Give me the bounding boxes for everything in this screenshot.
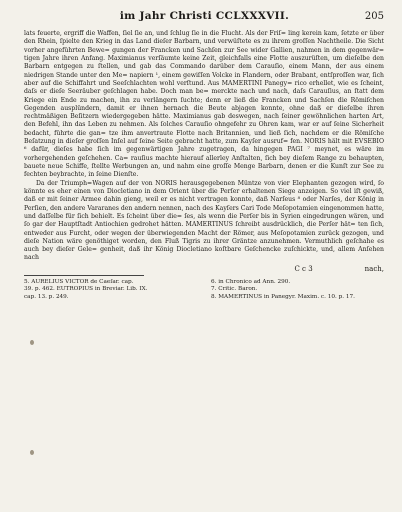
footnote-line: 8. MAMERTINUS in Panegyr. Maxim. c. 10. p. 17. — [211, 293, 355, 300]
footnotes-right — [211, 279, 384, 301]
footnote-rule — [24, 275, 144, 276]
ink-stain — [30, 450, 34, 455]
ink-stain — [30, 340, 34, 345]
page-signature-line — [24, 265, 384, 273]
catchword: nach, — [364, 264, 384, 273]
footnote-line: 7. Critic. Baron. — [211, 286, 258, 293]
paragraph-1: lats feuerte, ergriff die Waffen, ſiel ſie an, und ſchlug ſie in die Flucht. Als der Friſ= ling kerein kam, ſetzte er über den Rhein, ſpielte den Krieg in das Land dieſer Barbarn, und verwüſtete es zu ihrem groſſen Nachtheile. Die Sicht vorher angeführten Bewe= gungen der Francken und Sachſen zur See wider Gallien, nahmen in dem gegenwär= tigen Jahre ihren Anfang. Maximianus verſäumte keine Zeit, gleichfalls eine Flotte auszurüſten, um dieſelbe den Barbarn entgegen zu ſtellen, und gab das Commando darüber dem Carauſio, einem Mann, der aus einem niedrigen Stande unter den Me= napiern ¹, einem gewiſſen Volcke in Flandern, oder Brabant, entſproſſen war, ſich aber auf die Schiffahrt und Seeſchlachten wohl verſtund. Aus MAMERTINI Panegy= rico erhellet, wie es ſcheint, daſs er dieſe Seeräuber geſchlagen habe. Doch man be= merckte nach und nach, daſs Carauſius, an ſtatt dem Kriege ein Ende zu machen, ihn zu verlängern ſuchte; denn er ließ die Francken und Sachſen die Römiſchen Gegenden ausplündern, damit er ihnen hernach die Beute abjagen konnte, ohne daß er dieſelbe ihren rechtmäßigen Beſitzern wiedergegeben hätte. Maximianus gab deswegen, nach ſeiner gewöhnlichen harten Art, den Befehl, ihn das Leben zu nehmen. Als ſolches Carauſio ohngefehr zu Ohren kam, war er auf ſeine Sicherheit bedacht, führte die gan= tze ihm anvertraute Flotte nach Britannien, und ließ ſich, nachdem er die Römiſche Beſatzung in dieſer groſſen Inſel auf ſeine Seite gebracht hatte, zum Kayſer ausruf= fen. NORIS hält mit EVSEBIO ⁶ dafür, dieſes habe ſich im gegenwärtigen Jahre zugetragen, da hingegen PAGI ⁷ meynet, es wäre im vorhergehenden geſchehen. Ca= rauſius machte hierauf allerley Anſtalten, ſich bey dieſem Range zu behaupten, bauete neue Schiffe, ſtellte Werbungen an, und nahm eine groſſe Menge Barbarn, denen er die Kunſt zur See zu fechten beybrachte, in ſeine Dienſte. — [24, 30, 384, 179]
paragraph-2: Da der Triumph=Wagen auf der von NORIS herausgegebenen Müntze von vier Elephanten gezogen wird, ſo könnte es eher einen von Diocletiano in dem Orient über die Perſer erhaltenen Siege anzeigen. So viel iſt gewiß, daß er mit ſeiner Armee dahin gieng, weil er es nicht vertragen konnte, daß Narſeus ⁸ oder Narſes, der König in Perſien, den andere Vararanes den andern nennen, nach des Kayſers Cari Tode Meſopotamien eingenommen hatte, und daſſelbe für ſich behielt. Es ſcheint über die= ſes, als wenn die Perſer bis in Syrien eingedrungen wären, und ſo gar der Hauptſtadt Antiochien gedrohet hätten. MAMERTINUS ſchreibt ausdrücklich, die Perſer hät= ten ſich, entweder aus Furcht, oder wegen der überwiegenden Macht der Römer, aus Meſopotamien zurück gezogen, und dieſe Nation wäre genöthiget worden, den Fluß Tigris zu ihrer Gräntze anzunehmen. Vermuthlich geſchahe es auch bey dieſer Gele= genheit, daß ihr König Diocletiano koſtbare Geſchencke zuſchickte, und, allem Anſehen nach — [24, 179, 384, 262]
signature-mark: C c 3 — [294, 264, 313, 273]
footnote-line: 39. p. 462. EUTROPIUS in Breviar. Lib. IX. — [24, 286, 148, 293]
running-header — [24, 10, 384, 26]
running-title: im Jahr Christi CCLXXXVII. — [119, 10, 290, 22]
page-number: 205 — [364, 11, 384, 22]
footnote-line: 6. in Chronico ad Ann. 290. — [211, 278, 291, 285]
footnotes-left — [24, 279, 197, 301]
footnote-line: 5. AURELIUS VICTOR de Caeſar. cap. — [24, 278, 134, 285]
footnotes — [24, 279, 384, 301]
main-text — [24, 30, 384, 263]
footnote-line: cap. 13. p. 249. — [24, 293, 69, 300]
